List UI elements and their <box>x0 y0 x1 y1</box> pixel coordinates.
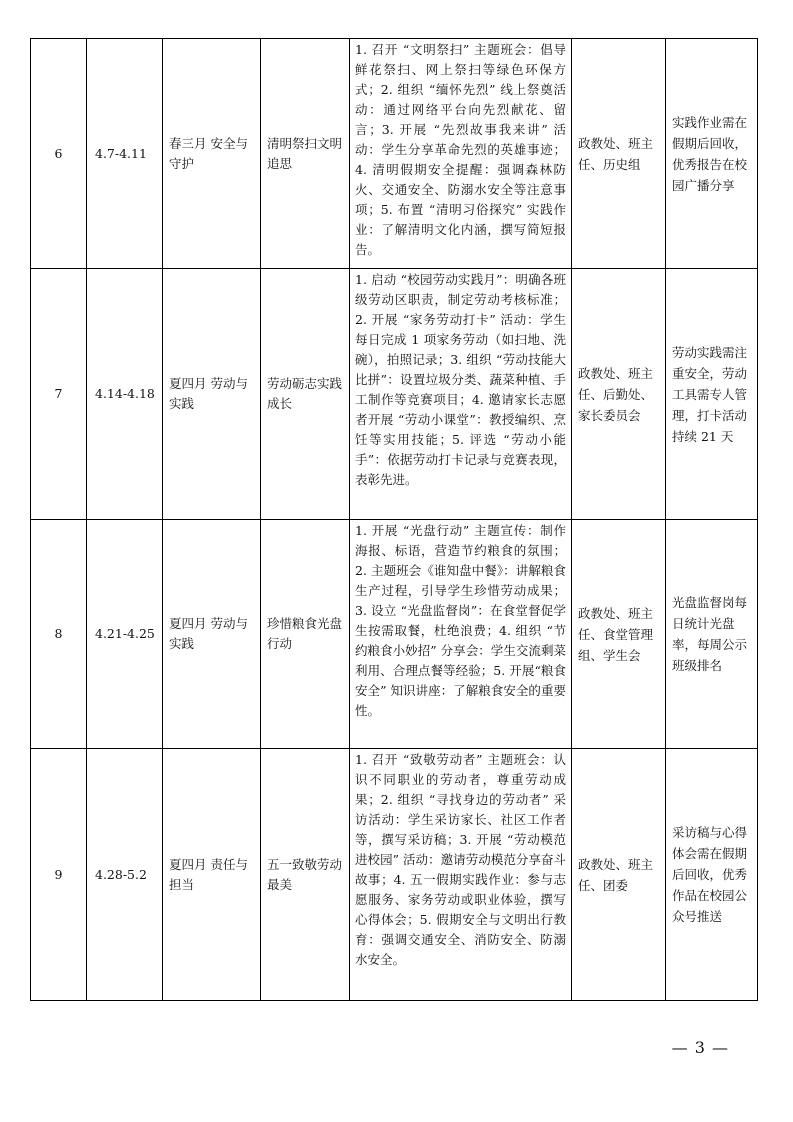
activity-topic: 珍惜粮食光盘行动 <box>261 520 350 749</box>
page-number: — 3 — <box>671 1038 729 1057</box>
responsible-department: 政教处、班主任、后勤处、家长委员会 <box>572 269 666 520</box>
activity-topic: 劳动砺志实践成长 <box>261 269 350 520</box>
date-range: 4.7-4.11 <box>87 39 163 269</box>
remark: 劳动实践需注重安全，劳动工具需专人管理，打卡活动持续 21 天 <box>666 269 758 520</box>
date-range: 4.14-4.18 <box>87 269 163 520</box>
remark: 采访稿与心得体会需在假期后回收，优秀作品在校园公众号推送 <box>666 749 758 1001</box>
table-row <box>31 520 758 749</box>
month-theme: 春三月 安全与守护 <box>163 39 261 269</box>
activity-content: 1. 召开 “致敬劳动者” 主题班会：认识不同职业的劳动者，尊重劳动成果；2. 组织 “寻找身边的劳动者” 采访活动：学生采访家长、社区工作者等，撰写采访稿；3. 开展 “劳动模范进校园” 活动：邀请劳动模范分享奋斗故事；4. 五一假期实践作业：参与志愿服务、家务劳动或职业体验，撰写心得体会；5. 假期安全与文明出行教育：强调交通安全、消防安全、防溺水安全。 <box>350 749 572 1001</box>
month-theme: 夏四月 劳动与实践 <box>163 269 261 520</box>
remark: 光盘监督岗每日统计光盘率，每周公示班级排名 <box>666 520 758 749</box>
activity-plan-table <box>30 38 758 1001</box>
date-range: 4.28-5.2 <box>87 749 163 1001</box>
month-theme: 夏四月 劳动与实践 <box>163 520 261 749</box>
row-number: 6 <box>31 39 87 269</box>
activity-content: 1. 召开 “文明祭扫” 主题班会：倡导鲜花祭扫、网上祭扫等绿色环保方式；2. 组织 “缅怀先烈” 线上祭奠活动：通过网络平台向先烈献花、留言；3. 开展 “先烈故事我来讲” 活动：学生分享革命先烈的英雄事迹；4. 清明假期安全提醒：强调森林防火、交通安全、防溺水安全等注意事项；5. 布置 “清明习俗探究” 实践作业：了解清明文化内涵，撰写简短报告。 <box>350 39 572 269</box>
table-row <box>31 39 758 269</box>
row-number: 9 <box>31 749 87 1001</box>
activity-topic: 清明祭扫文明追思 <box>261 39 350 269</box>
activity-topic: 五一致敬劳动最美 <box>261 749 350 1001</box>
activity-content: 1. 开展 “光盘行动” 主题宣传：制作海报、标语，营造节约粮食的氛围；2. 主题班会《谁知盘中餐》：讲解粮食生产过程，引导学生珍惜劳动成果；3. 设立 “光盘监督岗”：在食堂督促学生按需取餐，杜绝浪费；4. 组织 “节约粮食小妙招” 分享会：学生交流剩菜利用、合理点餐等经验；5. 开展“粮食安全” 知识讲座：了解粮食安全的重要性。 <box>350 520 572 749</box>
responsible-department: 政教处、班主任、食堂管理组、学生会 <box>572 520 666 749</box>
table-row <box>31 269 758 520</box>
table-row <box>31 749 758 1001</box>
row-number: 7 <box>31 269 87 520</box>
responsible-department: 政教处、班主任、团委 <box>572 749 666 1001</box>
remark: 实践作业需在假期后回收，优秀报告在校园广播分享 <box>666 39 758 269</box>
responsible-department: 政教处、班主任、历史组 <box>572 39 666 269</box>
row-number: 8 <box>31 520 87 749</box>
activity-content: 1. 启动 “校园劳动实践月”：明确各班级劳动区职责，制定劳动考核标准；2. 开展 “家务劳动打卡” 活动：学生每日完成 1 项家务劳动（如扫地、洗碗），拍照记录；3. 组织 “劳动技能大比拼”：设置垃圾分类、蔬菜种植、手工制作等竞赛项目；4. 邀请家长志愿者开展 “劳动小课堂”：教授编织、烹饪等实用技能；5. 评选 “劳动小能手”：依据劳动打卡记录与竞赛表现，表彰先进。 <box>350 269 572 520</box>
date-range: 4.21-4.25 <box>87 520 163 749</box>
month-theme: 夏四月 责任与担当 <box>163 749 261 1001</box>
